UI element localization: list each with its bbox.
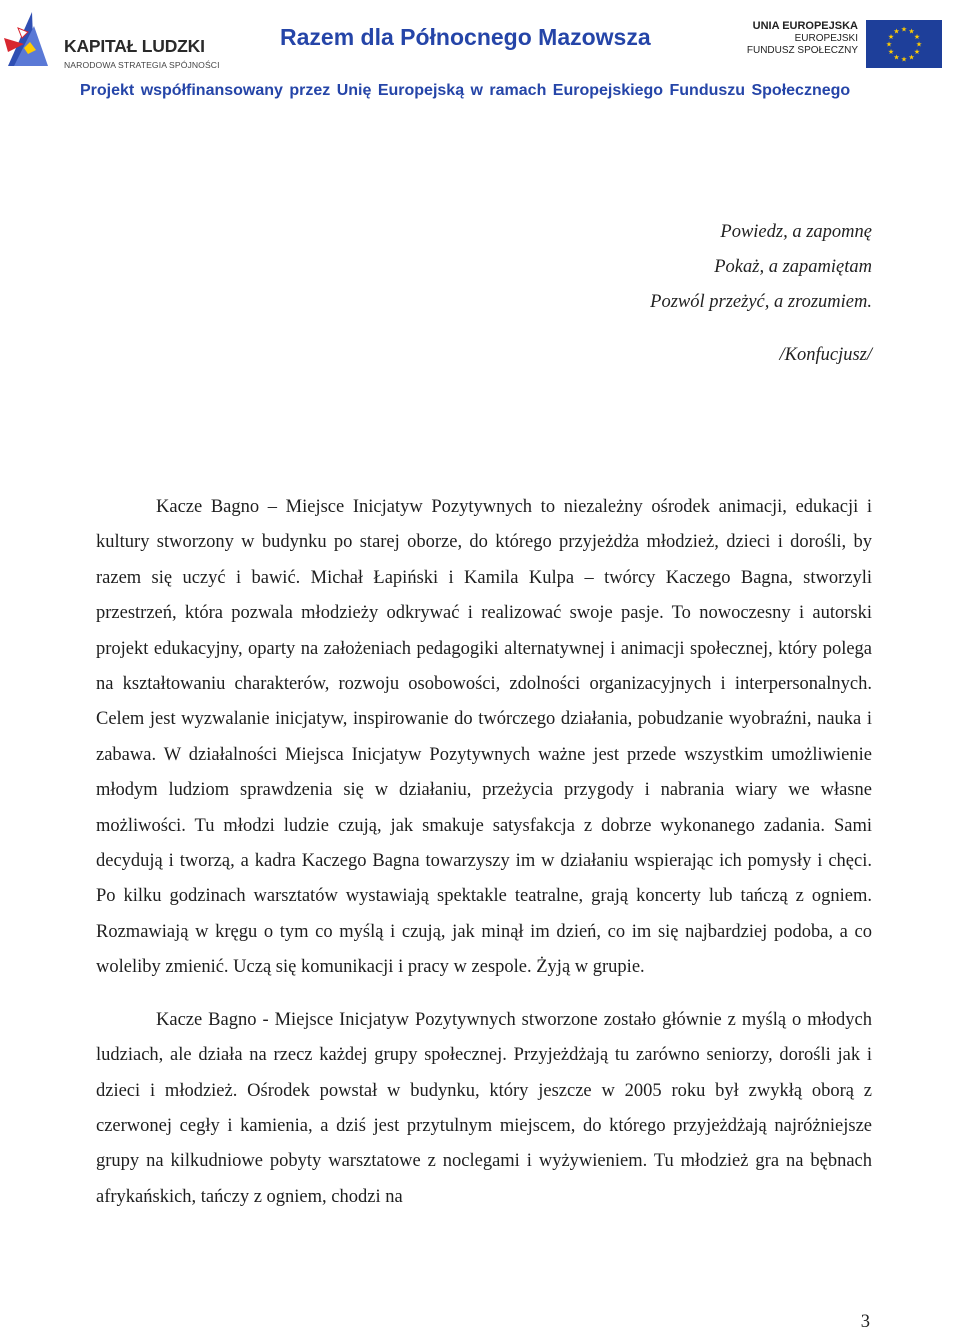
eu-star-icon: ★	[887, 48, 895, 56]
eu-star-icon: ★	[913, 48, 921, 56]
eu-star-icon: ★	[908, 53, 915, 62]
paragraph-1: Kacze Bagno – Miejsce Inicjatyw Pozytywnych to niezależny ośrodek animacji, edukacji i kultury stworzony w budynku po starej oborze, do którego przyjeżdża młodzież, dzieci i dorośli, by razem się uczyć i bawić. Michał Łapiński i Kamila Kulpa – twórcy Kaczego Bagna, stworzyli przestrzeń, która pozwala młodzieży odkrywać i realizować swoje pasje. To nowoczesny i autorski projekt edukacyjny, oparty na założeniach pedagogiki alternatywnej i animacji społecznej, który polega na kształtowaniu charakterów, rozwoju osobowości, zdolności organizacyjnych i interpersonalnych. Celem jest wyzwalanie inicjatyw, inspirowanie do twórczego działania, pobudzanie wyobraźni, nauka i zabawa. W działalności Miejsca Inicjatyw Pozytywnych ważne jest przede wszystkim umożliwienie młodym ludziom sprawdzenia się w działaniu, przeżycia przygody i nabrania wiary we własne możliwości. Tu młodzi ludzie czują, jak smakuje satysfakcja z dobrze wykonanego zadania. Sami decydują i tworzą, a kadra Kaczego Bagna towarzyszy im w działaniu wspierając ich pomysły i chęci. Po kilku godzinach warsztatów wystawiają spektakle teatralne, grają koncerty lub tańczą z ogniem. Rozmawiają w kręgu o tym co myślą i czują, jak minął im dzień, co im się najbardziej podoba, a co woleliby zmienić. Uczą się komunikacji i pracy w zespole. Żyją w grupie.	[96, 497, 872, 978]
kapital-ludzki-logo	[4, 8, 220, 70]
paragraph-2: Kacze Bagno - Miejsce Inicjatyw Pozytywnych stworzone zostało głównie z myślą o młodych ludziach, ale działa na rzecz każdej grupy społecznej. Przyjeżdżają tu zarówno seniorzy, dorośli jak i dzieci i młodzież. Ośrodek powstał w budynku, który jeszcze w 2005 roku był zwykłą oborą z czerwonej cegły i kamienia, a dziś jest przytulnym miejscem, do którego przyjeżdżają najróżniejsze grupy na kilkudniowe pobyty warsztatowe z noclegami i wyżywieniem. Tu młodzież gra na bębnach afrykańskich, tańczy z ogniem, chodzi na	[96, 1009, 872, 1207]
project-title: Razem dla Północnego Mazowsza	[280, 24, 651, 50]
page-number: 3	[860, 1312, 870, 1332]
kapital-ludzki-logo-icon	[4, 8, 60, 70]
eu-star-icon: ★	[913, 33, 921, 41]
epigraph-line-3: Pozwól przeżyć, a zrozumiem.	[650, 292, 872, 312]
eu-line-2: EUROPEJSKI	[794, 33, 858, 44]
eu-star-icon: ★	[915, 40, 923, 49]
eu-star-icon: ★	[887, 33, 895, 41]
logo-left-title: KAPITAŁ LUDZKI	[64, 36, 205, 56]
eu-logo	[746, 20, 948, 68]
eu-star-icon: ★	[908, 27, 915, 36]
body-text	[96, 490, 872, 1215]
eu-star-icon: ★	[893, 27, 900, 36]
eu-flag-icon	[866, 20, 942, 68]
eu-star-icon: ★	[900, 25, 908, 34]
eu-line-3: FUNDUSZ SPOŁECZNY	[746, 45, 858, 56]
epigraph-line-2: Pokaż, a zapamiętam	[714, 257, 872, 277]
page-header	[0, 0, 960, 108]
eu-star-icon: ★	[893, 53, 900, 62]
cofinancing-note: Projekt współfinansowany przez Unię Europejską w ramach Europejskiego Funduszu Społecznego	[80, 82, 851, 99]
epigraph-line-1: Powiedz, a zapomnę	[720, 222, 872, 242]
epigraph	[650, 215, 872, 373]
eu-star-icon: ★	[885, 40, 893, 49]
eu-star-icon: ★	[900, 55, 908, 64]
eu-line-1: UNIA EUROPEJSKA	[752, 20, 858, 32]
logo-left-subtitle: NARODOWA STRATEGIA SPÓJNOŚCI	[64, 60, 220, 70]
eu-logo-text	[747, 20, 858, 57]
epigraph-author: /Konfucjusz/	[779, 345, 872, 365]
